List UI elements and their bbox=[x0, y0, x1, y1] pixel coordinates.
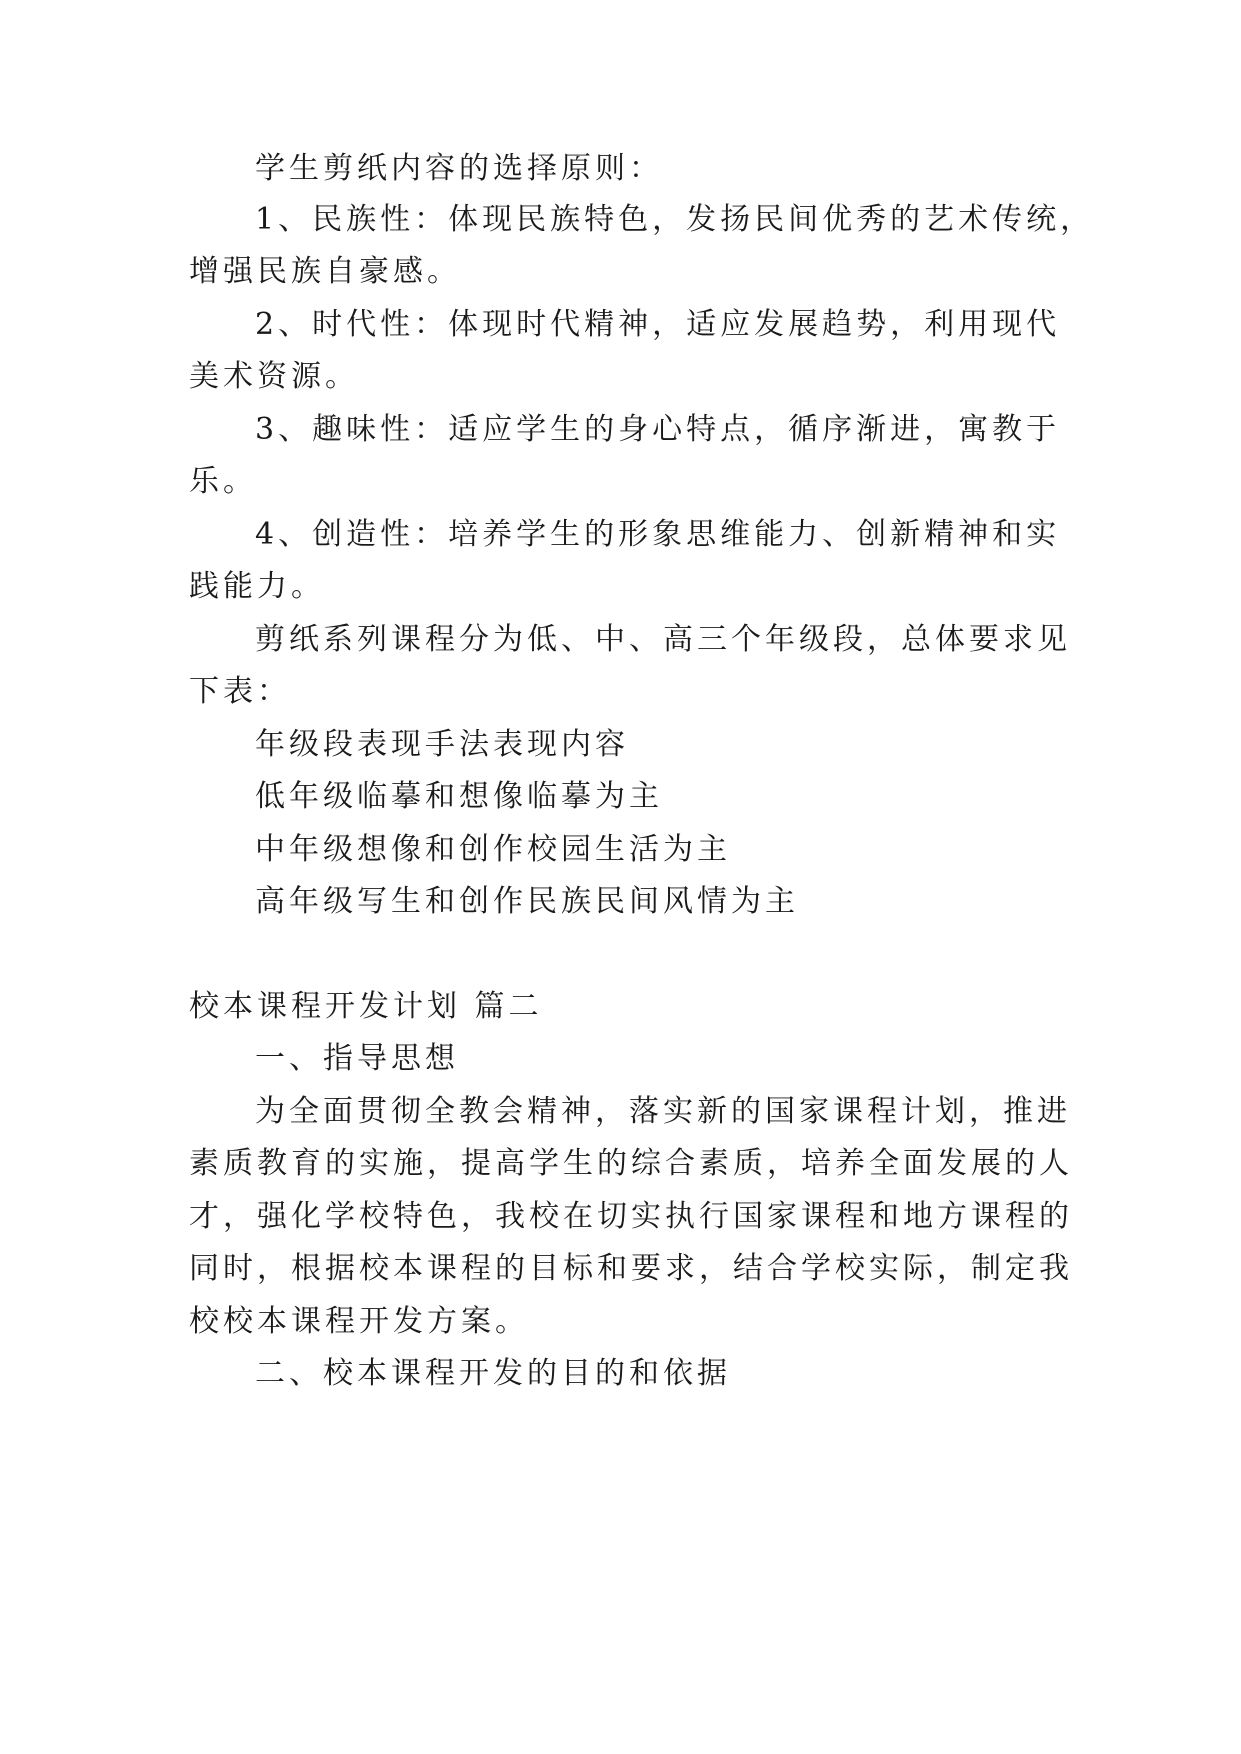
table-row-high-grade: 高年级写生和创作民族民间风情为主 bbox=[255, 884, 799, 919]
table-row-header: 年级段表现手法表现内容 bbox=[255, 727, 629, 762]
principle-1-line-2: 增强民族自豪感。 bbox=[189, 254, 461, 289]
principle-3-line-1: 3、趣味性：适应学生的身心特点，循序渐进，寓教于 bbox=[255, 412, 1061, 447]
principle-2-line-1: 2、时代性：体现时代精神，适应发展趋势，利用现代 bbox=[255, 307, 1061, 342]
purpose-heading: 二、校本课程开发的目的和依据 bbox=[255, 1356, 731, 1391]
course-intro-line-2: 下表： bbox=[189, 674, 291, 709]
guiding-heading: 一、指导思想 bbox=[255, 1041, 459, 1076]
principle-3-line-2: 乐。 bbox=[189, 464, 257, 499]
table-row-low-grade: 低年级临摹和想像临摹为主 bbox=[255, 779, 663, 814]
guiding-text-line-4: 同时，根据校本课程的目标和要求，结合学校实际，制定我 bbox=[189, 1251, 1073, 1286]
principle-1-line-1: 1、民族性：体现民族特色，发扬民间优秀的艺术传统， bbox=[255, 202, 1095, 237]
table-row-mid-grade: 中年级想像和创作校园生活为主 bbox=[255, 832, 731, 867]
selection-principles-intro: 学生剪纸内容的选择原则： bbox=[255, 151, 663, 186]
principle-4-line-1: 4、创造性：培养学生的形象思维能力、创新精神和实 bbox=[255, 517, 1061, 552]
guiding-text-line-1: 为全面贯彻全教会精神，落实新的国家课程计划，推进 bbox=[255, 1094, 1071, 1129]
guiding-text-line-3: 才，强化学校特色，我校在切实执行国家课程和地方课程的 bbox=[189, 1199, 1073, 1234]
guiding-text-line-2: 素质教育的实施，提高学生的综合素质，培养全面发展的人 bbox=[189, 1146, 1073, 1181]
section-heading: 校本课程开发计划 篇二 bbox=[189, 989, 543, 1024]
principle-2-line-2: 美术资源。 bbox=[189, 359, 359, 394]
principle-4-line-2: 践能力。 bbox=[189, 569, 325, 604]
guiding-text-line-5: 校校本课程开发方案。 bbox=[189, 1304, 529, 1339]
course-intro-line-1: 剪纸系列课程分为低、中、高三个年级段，总体要求见 bbox=[255, 622, 1071, 657]
